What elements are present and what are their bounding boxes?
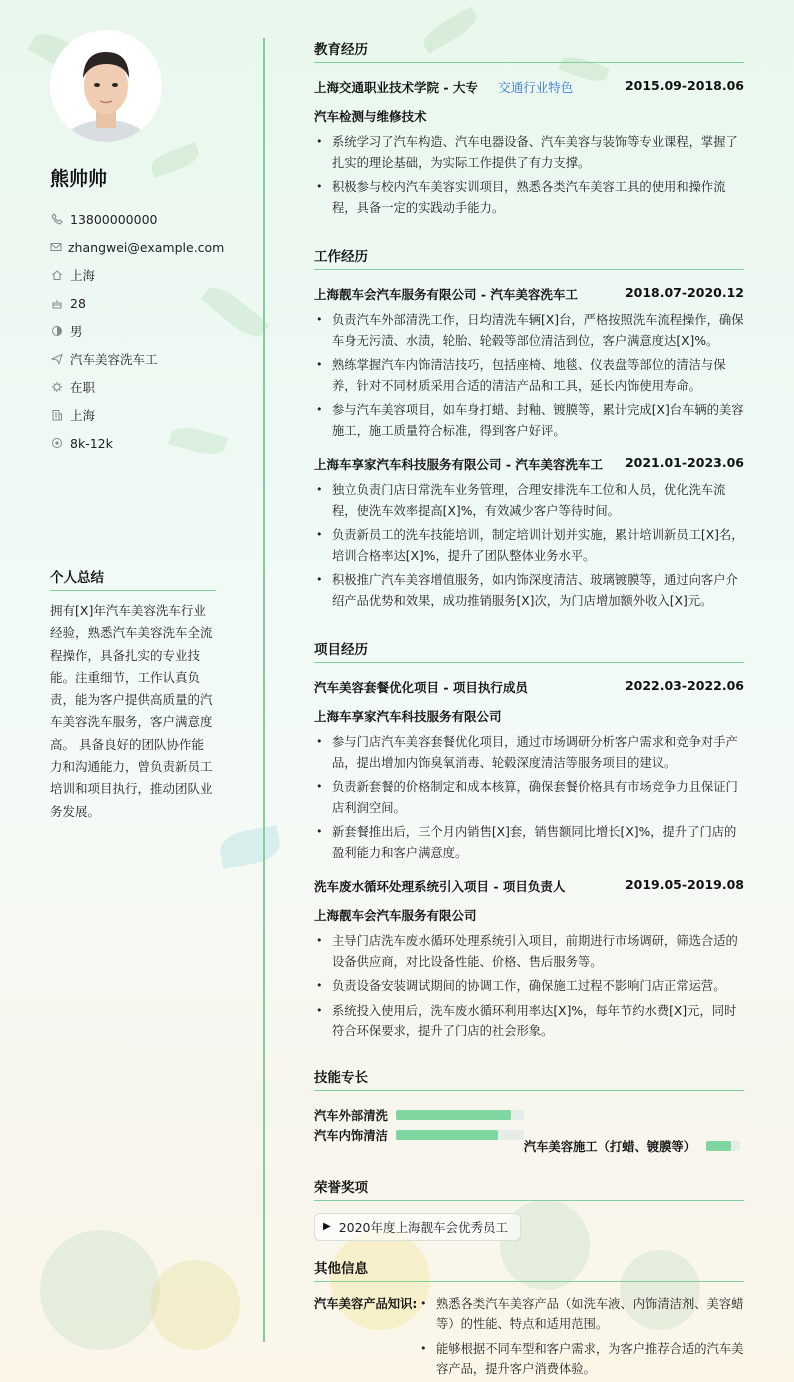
other-row — [314, 1294, 744, 1380]
skill-bar-fill — [706, 1141, 732, 1151]
email-value: zhangwei@example.com — [68, 239, 225, 255]
project-2-head — [314, 877, 744, 895]
list-item: • 系统学习了汽车构造、汽车电器设备、汽车美容与装饰等专业课程，掌握了扎实的理论基础，为实际工作提供了有力支撑。 — [314, 132, 744, 173]
project-1-date: 2022.03-2022.06 — [624, 678, 744, 693]
education-tag: 交通行业特色 — [498, 80, 574, 95]
list-item: • 熟悉各类汽车美容产品（如洗车液、内饰清洁剂、美容蜡等）的性能、特点和适用范围。 — [418, 1294, 744, 1335]
other-label: 汽车美容产品知识: — [314, 1296, 418, 1311]
contact-info-list — [50, 205, 225, 457]
main-content — [314, 38, 744, 1380]
job-1-date: 2018.07-2020.12 — [624, 285, 744, 300]
education-title: 教育经历 — [314, 38, 744, 63]
award-label: 2020年度上海靓车会优秀员工 — [338, 1219, 509, 1235]
send-icon — [50, 352, 64, 366]
list-item: • 积极推广汽车美容增值服务，如内饰深度清洁、玻璃镀膜等，通过向客户介绍产品优势和效果，成功推销服务[X]次，为门店增加额外收入[X]元。 — [314, 570, 744, 611]
info-city — [50, 401, 216, 429]
column-divider — [263, 38, 265, 1342]
info-position — [50, 345, 216, 373]
list-item: • 负责新员工的洗车技能培训，制定培训计划并实施，累计培训新员工[X]名，培训合格率达[X]%，提升了团队整体业务水平。 — [314, 525, 744, 566]
job-2-bullets — [314, 480, 744, 611]
project-2-title: 洗车废水循环处理系统引入项目 - 项目负责人 — [314, 879, 566, 894]
info-status — [50, 373, 216, 401]
award-item[interactable] — [314, 1213, 521, 1241]
education-head — [314, 78, 744, 96]
info-gender — [50, 317, 216, 345]
skill-bar — [396, 1110, 524, 1120]
info-email — [50, 233, 225, 261]
skill-name: 汽车美容施工（打蜡、镀膜等） — [523, 1139, 696, 1154]
list-item: • 积极参与校内汽车美容实训项目，熟悉各类汽车美容工具的使用和操作流程，具备一定的实践动手能力。 — [314, 177, 744, 218]
status-icon — [50, 380, 64, 394]
salary-value: 8k-12k — [70, 435, 113, 451]
education-major: 汽车检测与维修技术 — [314, 109, 427, 124]
project-1-title: 汽车美容套餐优化项目 - 项目执行成员 — [314, 680, 528, 695]
job-1-bullets — [314, 310, 744, 441]
education-date: 2015.09-2018.06 — [624, 78, 744, 93]
sidebar — [50, 30, 225, 457]
skill-item — [314, 1125, 524, 1145]
info-salary — [50, 429, 216, 457]
project-1-head — [314, 678, 744, 696]
skill-bar-fill — [396, 1110, 511, 1120]
job-1-title: 上海靓车会汽车服务有限公司 - 汽车美容洗车工 — [314, 287, 578, 302]
phone-icon — [50, 212, 64, 226]
list-item: • 独立负责门店日常洗车业务管理，合理安排洗车工位和人员，优化洗车流程，使洗车效率提高[X]%，有效减少客户等待时间。 — [314, 480, 744, 521]
info-age — [50, 289, 216, 317]
skill-name: 汽车内饰清洁 — [314, 1128, 388, 1143]
education-school: 上海交通职业技术学院 - 大专 — [314, 80, 478, 95]
awards-title: 荣誉奖项 — [314, 1176, 744, 1201]
gender-value: 男 — [70, 324, 83, 339]
project-1-bullets — [314, 732, 744, 863]
list-item: • 负责设备安装调试期间的协调工作，确保施工过程不影响门店正常运营。 — [314, 976, 744, 997]
skill-bar — [396, 1130, 524, 1140]
skill-item — [524, 1136, 740, 1156]
summary-title: 个人总结 — [50, 566, 216, 591]
job-2-date: 2021.01-2023.06 — [624, 455, 744, 470]
location-value: 上海 — [70, 268, 96, 283]
list-item: • 主导门店洗车废水循环处理系统引入项目，前期进行市场调研，筛选合适的设备供应商，对比设备性能、价格、售后服务等。 — [314, 931, 744, 972]
candidate-name: 熊帅帅 — [50, 168, 108, 190]
education-bullets — [314, 132, 744, 218]
project-1-company: 上海车享家汽车科技服务有限公司 — [314, 709, 502, 724]
job-2-title: 上海车享家汽车科技服务有限公司 - 汽车美容洗车工 — [314, 457, 603, 472]
project-2-date: 2019.05-2019.08 — [624, 877, 744, 892]
list-item: • 新套餐推出后，三个月内销售[X]套，销售额同比增长[X]%，提升了门店的盈利能力和客户满意度。 — [314, 822, 744, 863]
home-icon — [50, 268, 64, 282]
list-item: • 系统投入使用后，洗车废水循环利用率达[X]%，每年节约水费[X]元，同时符合环保要求，提升了门店的社会形象。 — [314, 1001, 744, 1042]
list-item: • 熟练掌握汽车内饰清洁技巧，包括座椅、地毯、仪表盘等部位的清洁与保养，针对不同材质采用合适的清洁产品和工具，延长内饰使用寿命。 — [314, 355, 744, 396]
skill-bar — [706, 1141, 740, 1151]
skills-list — [314, 1105, 744, 1156]
projects-title: 项目经历 — [314, 638, 744, 663]
project-2-company: 上海靓车会汽车服务有限公司 — [314, 908, 477, 923]
avatar — [50, 30, 162, 142]
email-icon — [50, 240, 62, 254]
other-title: 其他信息 — [314, 1257, 744, 1282]
list-item: • 参与汽车美容项目，如车身打蜡、封釉、镀膜等，累计完成[X]台车辆的美容施工，施工质量符合标准，得到客户好评。 — [314, 400, 744, 441]
skill-item — [314, 1105, 535, 1125]
position-value: 汽车美容洗车工 — [70, 352, 158, 367]
info-location — [50, 261, 216, 289]
cake-icon — [50, 296, 64, 310]
skill-name: 汽车外部清洗 — [314, 1108, 388, 1123]
job-2-head — [314, 455, 744, 473]
salary-icon — [50, 436, 64, 450]
awards-list — [314, 1213, 744, 1241]
city-value: 上海 — [70, 408, 96, 423]
gender-icon — [50, 324, 64, 338]
work-title: 工作经历 — [314, 245, 744, 270]
summary-text: 拥有[X]年汽车美容洗车行业经验，熟悉汽车美容洗车全流程操作，具备扎实的专业技能。注重细节，工作认真负责，能为客户提供高质量的汽车美容洗车服务，客户满意度高。 具备良好的团队协作能力和沟通能力，曾负责新员工培训和项目执行，推动团队业务发展。 — [50, 603, 213, 819]
list-item: • 参与门店汽车美容套餐优化项目，通过市场调研分析客户需求和竞争对手产品，提出增加内饰臭氧消毒、轮毂深度清洁等服务项目的建议。 — [314, 732, 744, 773]
building-icon — [50, 408, 64, 422]
skill-bar-fill — [396, 1130, 498, 1140]
job-1-head — [314, 285, 744, 303]
status-value: 在职 — [70, 380, 96, 395]
skills-title: 技能专长 — [314, 1066, 744, 1091]
info-phone — [50, 205, 216, 233]
list-item: • 负责汽车外部清洗工作，日均清洗车辆[X]台，严格按照洗车流程操作，确保车身无污渍、水渍，轮胎、轮毂等部位清洁到位，客户满意度达[X]%。 — [314, 310, 744, 351]
triangle-icon: ▶ — [323, 1221, 331, 1232]
project-2-bullets — [314, 931, 744, 1042]
phone-value: 13800000000 — [70, 211, 158, 227]
other-bullets — [418, 1294, 744, 1380]
age-value: 28 — [70, 295, 86, 311]
list-item: • 负责新套餐的价格制定和成本核算，确保套餐价格具有市场竞争力且保证门店利润空间。 — [314, 777, 744, 818]
list-item: • 能够根据不同车型和客户需求，为客户推荐合适的汽车美容产品，提升客户消费体验。 — [418, 1339, 744, 1380]
